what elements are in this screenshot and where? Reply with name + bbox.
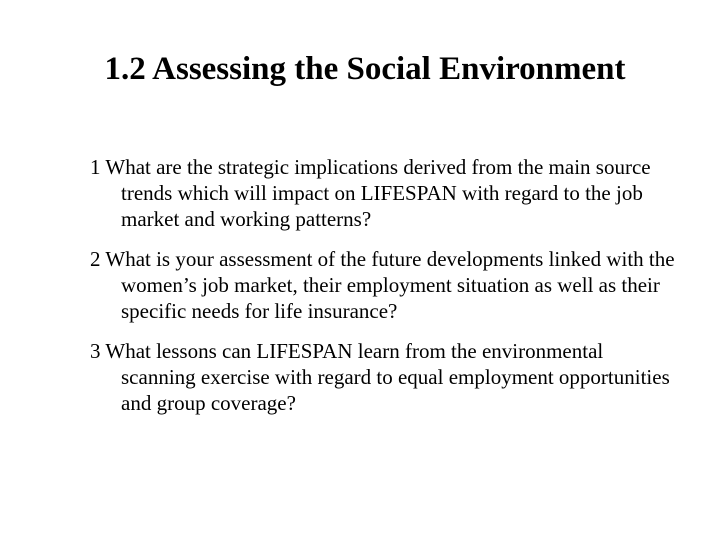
question-item-2: 2 What is your assessment of the future developments linked with the women’s job market, their employment situation as well as their specific needs for life insurance? <box>90 247 675 323</box>
question-item-1: 1 What are the strategic implications derived from the main source trends which will impact on LIFESPAN with regard to the job market and working patterns? <box>90 155 651 231</box>
question-item-3: 3 What lessons can LIFESPAN learn from the environmental scanning exercise with regard to equal employment opportunities and group coverage? <box>90 339 670 415</box>
question-list <box>90 154 680 430</box>
slide-title: 1.2 Assessing the Social Environment <box>104 51 626 87</box>
